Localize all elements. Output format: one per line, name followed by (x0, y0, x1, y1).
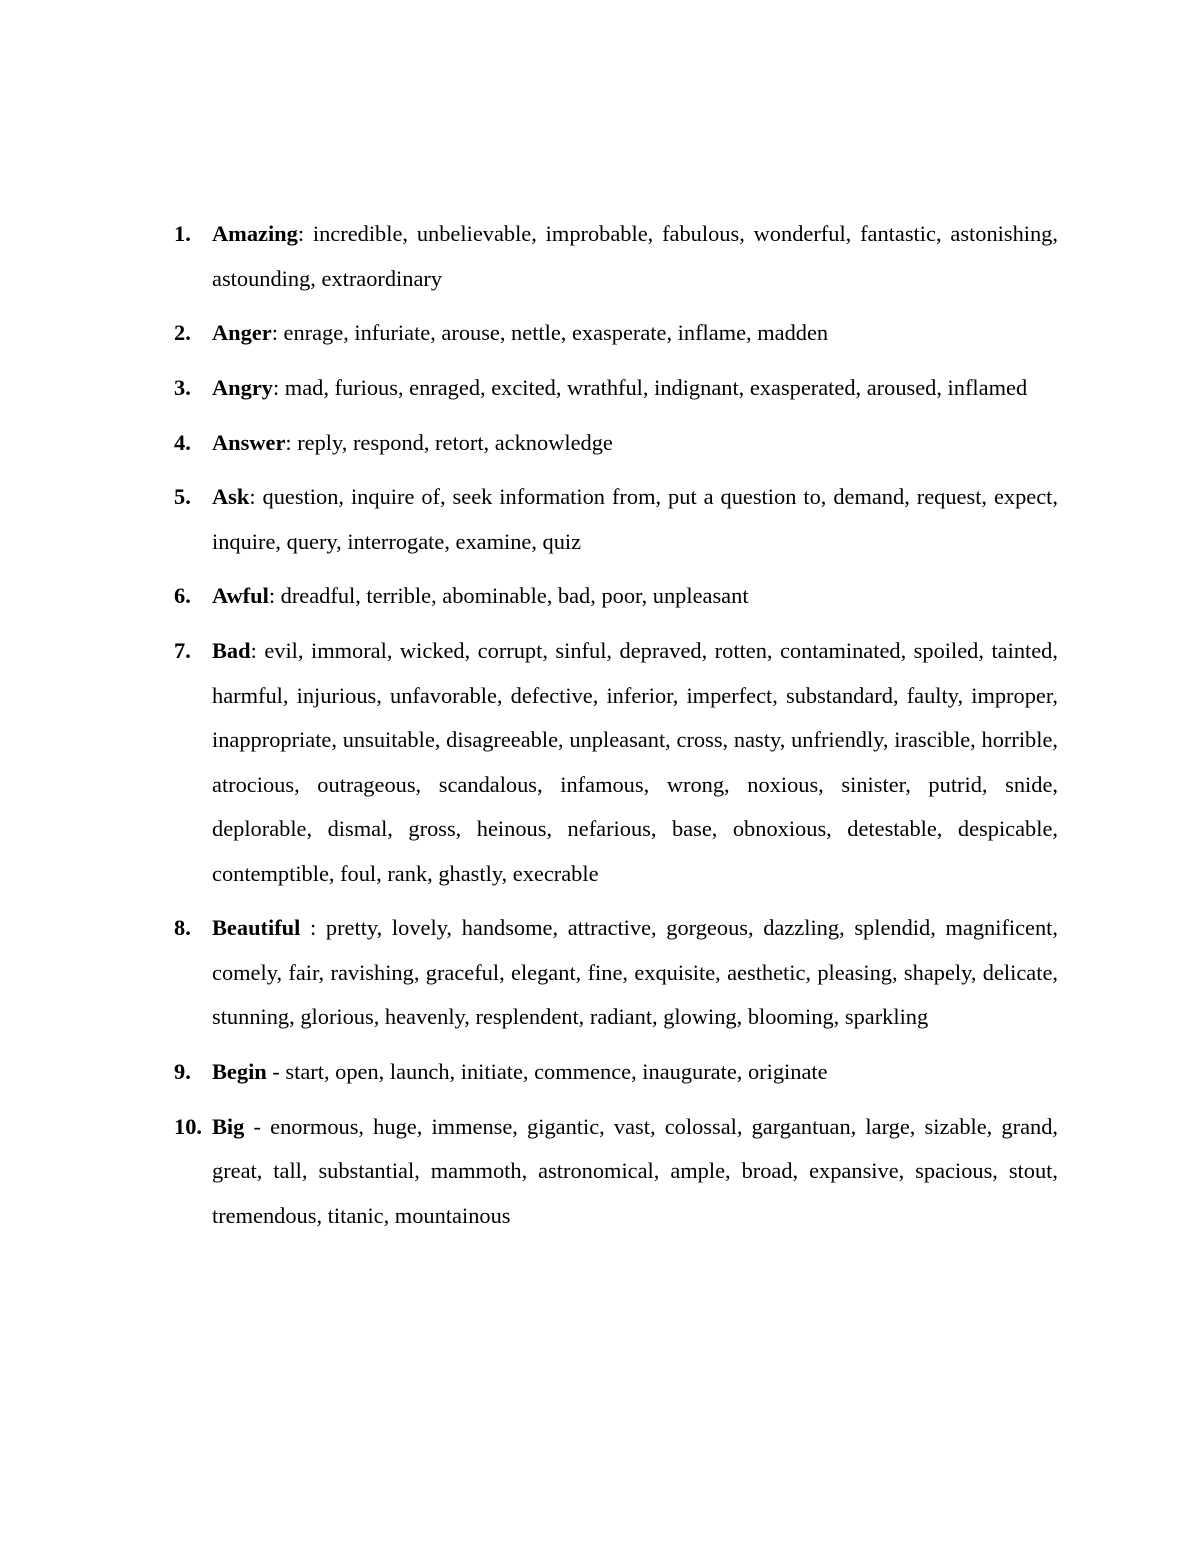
definition: reply, respond, retort, acknowledge (297, 429, 613, 455)
term: Begin (212, 1059, 267, 1084)
term: Bad (212, 638, 251, 664)
term: Ask (212, 484, 250, 510)
list-item (0, 906, 1058, 1040)
definition: dreadful, terrible, abominable, bad, poor, unpleasant (280, 583, 749, 609)
term: Beautiful (212, 915, 301, 941)
separator: : (249, 484, 263, 510)
term: Big (212, 1113, 245, 1139)
separator: : (268, 583, 281, 609)
term: Angry (212, 374, 273, 400)
item-number: 9. (174, 1059, 191, 1084)
list-item (0, 574, 1058, 619)
list-item (0, 475, 1058, 564)
item-number: 3. (174, 374, 191, 400)
item-number: 5. (174, 484, 191, 510)
term: Answer (212, 429, 286, 455)
separator: : (300, 915, 326, 941)
list-item (0, 311, 1058, 356)
item-number: 6. (174, 583, 191, 609)
list-item (0, 212, 1058, 301)
list-item (0, 421, 1058, 466)
separator: : (271, 320, 284, 346)
item-number: 8. (174, 915, 191, 941)
definition: mad, furious, enraged, excited, wrathful, indignant, exasperated, aroused, inflamed (284, 374, 1028, 400)
list-item (0, 629, 1058, 896)
item-number: 2. (174, 320, 191, 346)
item-number: 7. (174, 638, 191, 664)
separator: : (297, 221, 313, 246)
separator: - (244, 1113, 271, 1139)
separator: : (285, 429, 298, 455)
term: Amazing (212, 221, 298, 246)
definition: question, inquire of, seek information from, put a question to, demand, request, expect, inquire, query, interrogate, examine, quiz (212, 484, 1058, 554)
list-item (0, 366, 1058, 411)
item-number: 4. (174, 429, 191, 455)
definition: enrage, infuriate, arouse, nettle, exasperate, inflame, madden (283, 320, 829, 346)
definition: enormous, huge, immense, gigantic, vast, colossal, gargantuan, large, sizable, grand, great, tall, substantial, mammoth, astronomical, ample, broad, expansive, spacious, stout, tremendous, titanic, mountainous (212, 1113, 1059, 1228)
synonym-list (0, 212, 1200, 1248)
list-item (0, 1050, 1058, 1095)
item-number: 1. (174, 221, 191, 246)
separator: : (250, 638, 265, 664)
separator: : (272, 374, 285, 400)
definition: incredible, unbelievable, improbable, fabulous, wonderful, fantastic, astonishing, astounding, extraordinary (212, 221, 1058, 291)
item-number: 10. (174, 1113, 202, 1139)
separator: - (266, 1059, 286, 1084)
list-item (0, 1105, 1058, 1239)
definition: pretty, lovely, handsome, attractive, gorgeous, dazzling, splendid, magnificent, comely, fair, ravishing, graceful, elegant, fine, exquisite, aesthetic, pleasing, shapely, delicate, stunning, glorious, heavenly, resplendent, radiant, glowing, blooming, sparkling (212, 915, 1059, 1030)
definition: start, open, launch, initiate, commence, inaugurate, originate (285, 1059, 828, 1084)
term: Anger (212, 320, 272, 346)
term: Awful (212, 583, 269, 609)
definition: evil, immoral, wicked, corrupt, sinful, depraved, rotten, contaminated, spoiled, tainted, harmful, injurious, unfavorable, defective, inferior, imperfect, substandard, faulty, improper, inappropriate, unsuitable, disagreeable, unpleasant, cross, nasty, unfriendly, irascible, horrible, atrocious, outrageous, scandalous, infamous, wrong, noxious, sinister, putrid, snide, deplorable, dismal, gross, heinous, nefarious, base, obnoxious, detestable, despicable, contemptible, foul, rank, ghastly, execrable (212, 638, 1058, 886)
